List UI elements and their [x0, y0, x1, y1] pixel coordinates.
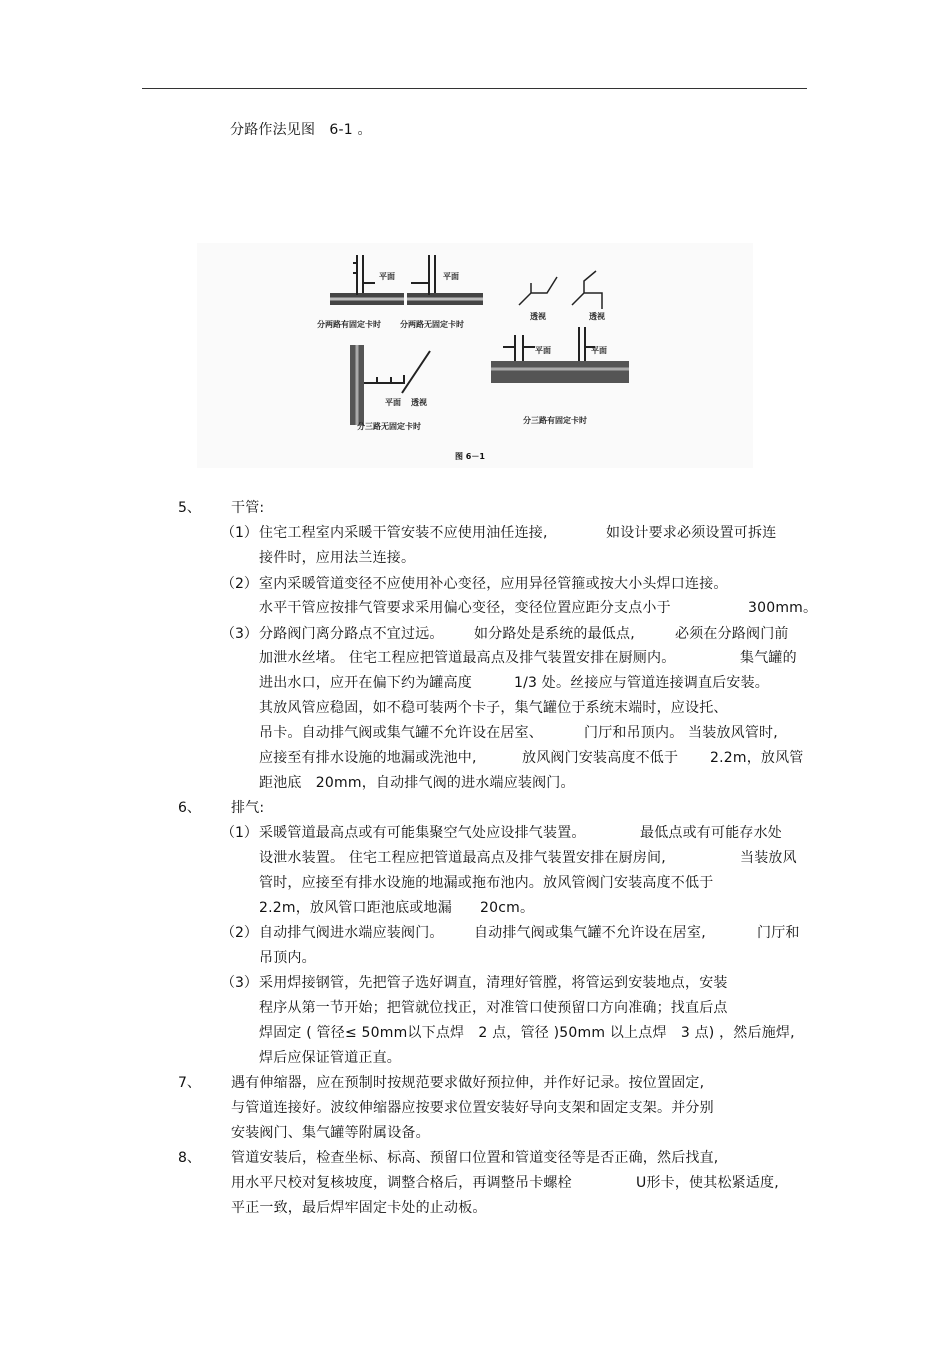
label-plan-2: 平面 [443, 272, 459, 281]
header-rule [142, 88, 807, 89]
caption-three-way-fixed: 分三路有固定卡时 [523, 416, 587, 425]
label-plan-4: 平面 [591, 346, 607, 355]
text-line: 接件时，应用法兰连接。 [259, 550, 416, 566]
text-line: 吊卡。自动排气阀或集气罐不允许设在居室、 [259, 725, 543, 741]
text-line: 加泄水丝堵。 住宅工程应把管道最高点及排气装置安排在厨厕内。 [259, 650, 676, 666]
section-7-number: 7、 [178, 1075, 201, 1091]
item-5-3-number: （3） [221, 626, 258, 642]
figure-6-1 [197, 243, 753, 468]
text-line: 焊固定 ( 管径≤ 50mm以下点焊 2 点，管径 )50mm 以上点焊 3 点) ，然后施焊, [259, 1025, 795, 1041]
text-line: 设泄水装置。 住宅工程应把管道最高点及排气装置安排在厨房间, [259, 850, 666, 866]
section-8-number: 8、 [178, 1150, 201, 1166]
item-5-2-number: （2） [221, 576, 258, 592]
text-line: 当装放风 [740, 850, 797, 866]
diagram-perspective-pair [519, 271, 602, 309]
item-6-3-number: （3） [221, 975, 258, 991]
text-line: 用水平尺校对复核坡度，调整合格后，再调整吊卡螺栓 [231, 1175, 572, 1191]
item-6-1-number: （1） [221, 825, 258, 841]
text-line: U形卡，使其松紧适度, [636, 1175, 779, 1191]
text-line: 2.2m，放风管 [710, 750, 804, 766]
section-5-title: 干管: [231, 500, 265, 516]
text-line: 采暖管道最高点或有可能集聚空气处应设排气装置。 [259, 825, 586, 841]
label-plan-3: 平面 [535, 346, 551, 355]
text-line: 管时，应接至有排水设施的地漏或拖布池内。放风管阀门安装高度不低于 [259, 875, 714, 891]
figure-title: 图 6－1 [455, 452, 485, 461]
label-persp-3: 透视 [411, 398, 427, 407]
text-line: 1/3 处。丝接应与管道连接调直后安装。 [514, 675, 769, 691]
text-line: 其放风管应稳固，如不稳可装两个卡子，集气罐位于系统末端时，应设托、 [259, 700, 728, 716]
text-line: 程序从第一节开始；把管就位找正，对准管口使预留口方向准确；找直后点 [259, 1000, 728, 1016]
text-line: 20cm。 [480, 900, 535, 916]
text-line: 安装阀门、集气罐等附属设备。 [231, 1125, 430, 1141]
label-plan-1: 平面 [379, 272, 395, 281]
section-5-number: 5、 [178, 500, 201, 516]
text-line: 进出水口，应开在偏下约为罐高度 [259, 675, 472, 691]
text-line: 300mm。 [748, 600, 818, 616]
text-line: 如分路处是系统的最低点, [474, 626, 635, 642]
text-line: 室内采暖管道变径不应使用补心变径，应用异径管箍或按大小头焊口连接。 [259, 576, 728, 592]
intro-text: 分路作法见图 6-1 。 [230, 122, 372, 138]
text-line: 必须在分路阀门前 [675, 626, 789, 642]
text-line: 距池底 20mm，自动排气阀的进水端应装阀门。 [259, 775, 575, 791]
text-line: 分路阀门离分路点不宜过远。 [259, 626, 444, 642]
item-6-2-number: （2） [221, 925, 258, 941]
text-line: 放风阀门安装高度不低于 [522, 750, 679, 766]
section-8-line-1: 管道安装后，检查坐标、标高、预留口位置和管道变径等是否正确，然后找直, [231, 1150, 719, 1166]
text-line: 2.2m，放风管口距池底或地漏 [259, 900, 452, 916]
text-line: 门厅和吊顶内。 当装放风管时, [584, 725, 778, 741]
text-line: 与管道连接好。波纹伸缩器应按要求位置安装好导向支架和固定支架。并分别 [231, 1100, 714, 1116]
caption-two-way-nofix: 分两路无固定卡时 [400, 320, 464, 329]
caption-three-way-nofix: 分三路无固定卡时 [357, 422, 421, 431]
diagram-three-way-fixed [491, 327, 629, 383]
caption-two-way-fixed: 分两路有固定卡时 [317, 320, 381, 329]
diagram-three-way-nofix [350, 345, 430, 425]
text-line: 水平干管应按排气管要求采用偏心变径，变径位置应距分支点小于 [259, 600, 671, 616]
label-persp-1: 透视 [530, 312, 546, 321]
text-line: 平正一致，最后焊牢固定卡处的止动板。 [231, 1200, 487, 1216]
section-7-line-1: 遇有伸缩器，应在预制时按规范要求做好预拉伸，并作好记录。按位置固定, [231, 1075, 705, 1091]
section-6-number: 6、 [178, 800, 201, 816]
text-line: 自动排气阀进水端应装阀门。 [259, 925, 444, 941]
text-line: 门厅和 [757, 925, 800, 941]
item-5-1-number: （1） [221, 525, 258, 541]
text-line: 吊顶内。 [259, 950, 316, 966]
text-line: 应接至有排水设施的地漏或洗池中, [259, 750, 477, 766]
label-persp-2: 透视 [589, 312, 605, 321]
figure-drawing [197, 243, 753, 468]
label-plan-5: 平面 [385, 398, 401, 407]
section-6-title: 排气: [231, 800, 265, 816]
text-line: 如设计要求必须设置可拆连 [606, 525, 777, 541]
text-line: 集气罐的 [740, 650, 797, 666]
text-line: 住宅工程室内采暖干管安装不应使用油任连接, [259, 525, 548, 541]
text-line: 自动排气阀或集气罐不允许设在居室, [474, 925, 706, 941]
text-line: 最低点或有可能存水处 [640, 825, 782, 841]
text-line: 采用焊接钢管，先把管子选好调直，清理好管膛，将管运到安装地点，安装 [259, 975, 728, 991]
text-line: 焊后应保证管道正直。 [259, 1050, 401, 1066]
